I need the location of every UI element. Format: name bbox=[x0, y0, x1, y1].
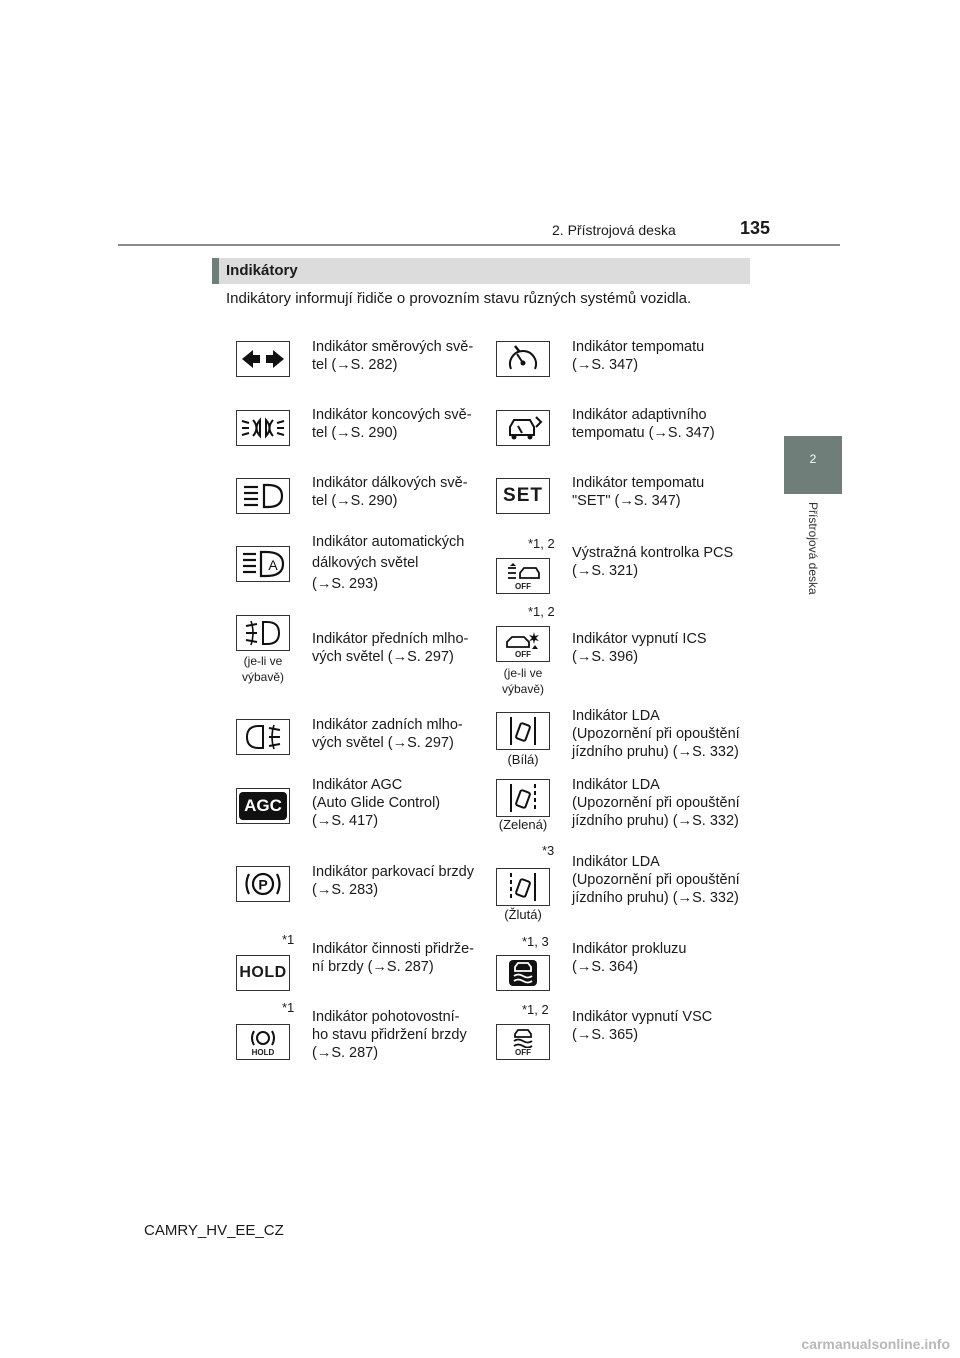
chapter-tab bbox=[784, 436, 842, 494]
turn-signal-icon bbox=[236, 341, 290, 377]
front-fog-icon bbox=[236, 615, 290, 651]
high-beam-icon bbox=[236, 478, 290, 514]
lda-white-icon bbox=[496, 712, 550, 750]
lda-green-icon bbox=[496, 779, 550, 817]
ics-off-label: OFF bbox=[515, 649, 531, 659]
tail-light-icon bbox=[236, 410, 290, 446]
page-number: 135 bbox=[740, 218, 771, 238]
desc-auto-high-beam: Indikátor automatických dálkových světel (→S. 293) bbox=[312, 534, 465, 592]
rear-fog-icon bbox=[236, 719, 290, 755]
parking-brake-icon bbox=[236, 866, 290, 902]
adaptive-cruise-icon bbox=[496, 410, 550, 446]
svg-text:A: A bbox=[268, 557, 278, 573]
section-accent bbox=[212, 258, 219, 284]
watermark: carmanualsonline.info bbox=[801, 1336, 950, 1352]
svg-text:P: P bbox=[258, 876, 268, 893]
note-ics: (je-li ve výbavě) bbox=[501, 666, 545, 696]
header-rule bbox=[118, 244, 840, 246]
note-lda-yellow: (Žlutá) bbox=[504, 907, 542, 922]
lda-yellow-icon bbox=[496, 868, 550, 906]
note-front-fog: (je-li ve výbavě) bbox=[241, 654, 285, 684]
desc-ics: Indikátor vypnutí ICS (→S. 396) bbox=[572, 631, 707, 665]
chapter-tab-label: Přístrojová deska bbox=[806, 502, 820, 595]
vsc-off-label: OFF bbox=[515, 1047, 531, 1057]
slip-icon bbox=[496, 955, 550, 991]
desc-hold: Indikátor činnosti přidrže- ní brzdy (→S. 287) bbox=[312, 941, 474, 975]
ics-off-icon bbox=[496, 626, 550, 662]
desc-pcs: Výstražná kontrolka PCS (→S. 321) bbox=[572, 545, 734, 579]
auto-high-beam-icon bbox=[236, 546, 290, 582]
asterisk-lda-yellow: *3 bbox=[542, 843, 555, 858]
desc-rear-fog: Indikátor zadních mlho- vých světel (→S. 297) bbox=[312, 717, 463, 751]
desc-slip: Indikátor prokluzu (→S. 364) bbox=[572, 941, 687, 975]
desc-lda-green: Indikátor LDA (Upozornění při opouštění jízdního pruhu) (→S. 332) bbox=[572, 777, 740, 829]
desc-set: Indikátor tempomatu "SET" (→S. 347) bbox=[572, 475, 705, 509]
pcs-off-icon bbox=[496, 558, 550, 594]
vsc-off-icon bbox=[496, 1024, 550, 1060]
desc-agc: Indikátor AGC (Auto Glide Control) (→S. 417) bbox=[312, 777, 441, 829]
chapter-tab-label-area bbox=[784, 494, 842, 654]
desc-vsc: Indikátor vypnutí VSC (→S. 365) bbox=[572, 1009, 713, 1043]
note-lda-green: (Zelená) bbox=[498, 817, 548, 832]
section-intro: Indikátory informují řidiče o provozním stavu různých systémů vozidla. bbox=[226, 290, 692, 307]
desc-high-beam: Indikátor dálkových svě- tel (→S. 290) bbox=[312, 475, 468, 509]
asterisk-hold: *1 bbox=[282, 932, 295, 947]
asterisk-hold-standby: *1 bbox=[282, 1000, 295, 1015]
hold-standby-icon bbox=[236, 1024, 290, 1060]
hold-label: HOLD bbox=[239, 964, 287, 981]
desc-adaptive-cruise: Indikátor adaptivního tempomatu (→S. 347) bbox=[572, 407, 715, 441]
asterisk-pcs: *1, 2 bbox=[528, 536, 555, 551]
chapter-title: 2. Přístrojová deska bbox=[552, 222, 676, 238]
asterisk-slip: *1, 3 bbox=[522, 934, 549, 949]
desc-cruise-control: Indikátor tempomatu (→S. 347) bbox=[572, 339, 705, 373]
model-code: CAMRY_HV_EE_CZ bbox=[144, 1222, 284, 1239]
desc-lda-yellow: Indikátor LDA (Upozornění při opouštění jízdního pruhu) (→S. 332) bbox=[572, 854, 740, 906]
desc-turn-signal: Indikátor směrových svě- tel (→S. 282) bbox=[312, 339, 474, 373]
set-label: SET bbox=[503, 485, 543, 506]
cruise-control-icon bbox=[496, 341, 550, 377]
desc-parking-brake: Indikátor parkovací brzdy (→S. 283) bbox=[312, 864, 474, 898]
chapter-tab-number: 2 bbox=[809, 452, 817, 466]
agc-icon bbox=[236, 788, 290, 824]
hold-icon bbox=[236, 955, 290, 991]
desc-tail-light: Indikátor koncových svě- tel (→S. 290) bbox=[312, 407, 472, 441]
note-lda-white: (Bílá) bbox=[507, 752, 539, 767]
desc-lda-white: Indikátor LDA (Upozornění při opouštění jízdního pruhu) (→S. 332) bbox=[572, 708, 740, 760]
asterisk-ics: *1, 2 bbox=[528, 604, 555, 619]
section-title: Indikátory bbox=[226, 262, 298, 279]
hold-standby-label: HOLD bbox=[251, 1047, 275, 1057]
desc-hold-standby: Indikátor pohotovostní- ho stavu přidržení brzdy (→S. 287) bbox=[312, 1009, 467, 1061]
agc-badge: AGC bbox=[239, 792, 287, 820]
asterisk-vsc: *1, 2 bbox=[522, 1002, 549, 1017]
pcs-off-label: OFF bbox=[515, 581, 531, 591]
set-icon bbox=[496, 478, 550, 514]
section-header bbox=[212, 258, 750, 284]
desc-front-fog: Indikátor předních mlho- vých světel (→S. 297) bbox=[312, 631, 469, 665]
